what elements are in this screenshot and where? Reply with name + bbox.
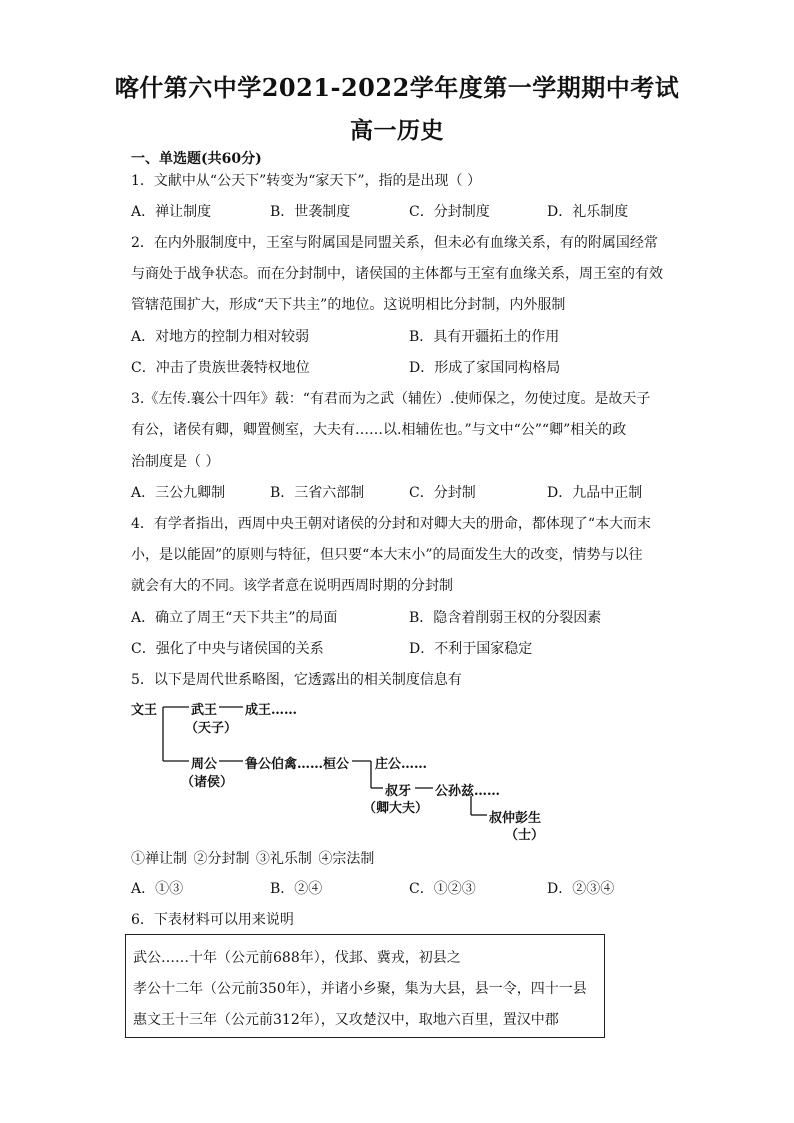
q3-option-c: C．分封制 bbox=[409, 485, 476, 501]
q6-material-box bbox=[125, 934, 605, 1038]
q3-option-a: A．三公九卿制 bbox=[131, 485, 226, 501]
node-zhougong: 周公 bbox=[191, 757, 218, 772]
q3-option-d: D．九品中正制 bbox=[547, 485, 643, 501]
q4-option-a: A．确立了周王“天下共主”的局面 bbox=[131, 610, 338, 626]
node-shuzhong: 叔仲彭生 bbox=[489, 811, 542, 826]
q2-option-a: A．对地方的控制力相对较弱 bbox=[131, 329, 310, 345]
node-qingdafu: （卿大夫） bbox=[363, 801, 429, 816]
node-shuya: 叔牙 bbox=[385, 784, 412, 799]
section-heading: 一、单选题(共60分) bbox=[131, 151, 262, 167]
q2-stem-line: 管辖范围扩大，形成“天下共主”的地位。这说明相比分封制，内外服制 bbox=[131, 297, 566, 313]
q2-option-c: C．冲击了贵族世袭特权地位 bbox=[131, 360, 310, 376]
q2-stem-line: 与商处于战争状态。而在分封制中，诸侯国的主体都与王室有血缘关系，周王室的有效 bbox=[131, 266, 663, 282]
node-shi: （士） bbox=[505, 828, 545, 843]
node-chengwang: 成王…… bbox=[245, 703, 298, 718]
q3-stem-line: 有公，诸侯有卿，卿置侧室，大夫有……以.相辅佐也。”与文中“公”“卿”相关的政 bbox=[131, 422, 627, 438]
node-wuwang: 武王 bbox=[191, 703, 218, 718]
lineage-diagram bbox=[131, 693, 571, 843]
q3-stem-line: 3.《左传.襄公十四年》载：“有君而为之武（辅佐）.使师保之，勿使过度。是故天子 bbox=[131, 391, 651, 407]
node-wenwang: 文王 bbox=[131, 703, 158, 718]
q1-option-a: A．禅让制度 bbox=[131, 204, 212, 220]
q5-stem-line: 5．以下是周代世系略图，它透露出的相关制度信息有 bbox=[131, 672, 462, 688]
q4-stem-line: 小，是以能固”的原则与特征，但只要“本大末小”的局面发生大的改变，情势与以往 bbox=[131, 547, 643, 563]
q4-stem-line: 就会有大的不同。该学者意在说明西周时期的分封制 bbox=[131, 578, 453, 594]
q6-material-row: 孝公十二年（公元前350年），并诸小乡聚，集为大县，县一令，四十一县 bbox=[133, 981, 587, 997]
q4-stem-line: 4．有学者指出，西周中央王朝对诸侯的分封和对卿大夫的册命，都体现了“本大而末 bbox=[131, 516, 652, 532]
q5-option-b: B．②④ bbox=[270, 881, 323, 897]
node-tianzi: （天子） bbox=[185, 721, 238, 736]
q1-option-b: B．世袭制度 bbox=[270, 204, 351, 220]
q5-option-d: D．②③④ bbox=[547, 881, 615, 897]
q5-option-c: C．①②③ bbox=[409, 881, 476, 897]
q6-material-row: 惠文王十三年（公元前312年），又攻楚汉中，取地六百里，置汉中郡 bbox=[133, 1012, 559, 1028]
q4-option-c: C．强化了中央与诸侯国的关系 bbox=[131, 641, 324, 657]
q2-option-b: B．具有开疆拓土的作用 bbox=[409, 329, 560, 345]
node-zhuhou: （诸侯） bbox=[181, 775, 234, 790]
q6-material-row: 武公……十年（公元前688年），伐邽、冀戎，初县之 bbox=[133, 950, 461, 966]
node-bogin: 鲁公伯禽……桓公 bbox=[245, 757, 350, 772]
q3-option-b: B．三省六部制 bbox=[270, 485, 365, 501]
q5-choices: ①禅让制 ②分封制 ③礼乐制 ④宗法制 bbox=[131, 851, 375, 867]
q1-option-c: C．分封制度 bbox=[409, 204, 490, 220]
node-zhuanggong: 庄公…… bbox=[375, 757, 428, 772]
q2-option-d: D．形成了家国同构格局 bbox=[409, 360, 561, 376]
q4-option-b: B．隐含着削弱王权的分裂因素 bbox=[409, 610, 602, 626]
node-gongsunzi: 公孙兹…… bbox=[435, 784, 501, 799]
q1-stem-line: 1．文献中从“公天下”转变为“家天下”，指的是出现（ ） bbox=[131, 173, 481, 189]
q5-option-a: A．①③ bbox=[131, 881, 184, 897]
exam-subtitle: 高一历史 bbox=[350, 117, 444, 144]
exam-title: 喀什第六中学2021-2022学年度第一学期期中考试 bbox=[114, 73, 680, 102]
q1-option-d: D．礼乐制度 bbox=[547, 204, 629, 220]
q3-stem-line: 治制度是（ ） bbox=[131, 454, 220, 470]
q2-stem-line: 2．在内外服制度中，王室与附属国是同盟关系，但未必有血缘关系，有的附属国经常 bbox=[131, 235, 658, 251]
q6-stem-line: 6．下表材料可以用来说明 bbox=[131, 912, 294, 928]
q4-option-d: D．不利于国家稳定 bbox=[409, 641, 533, 657]
